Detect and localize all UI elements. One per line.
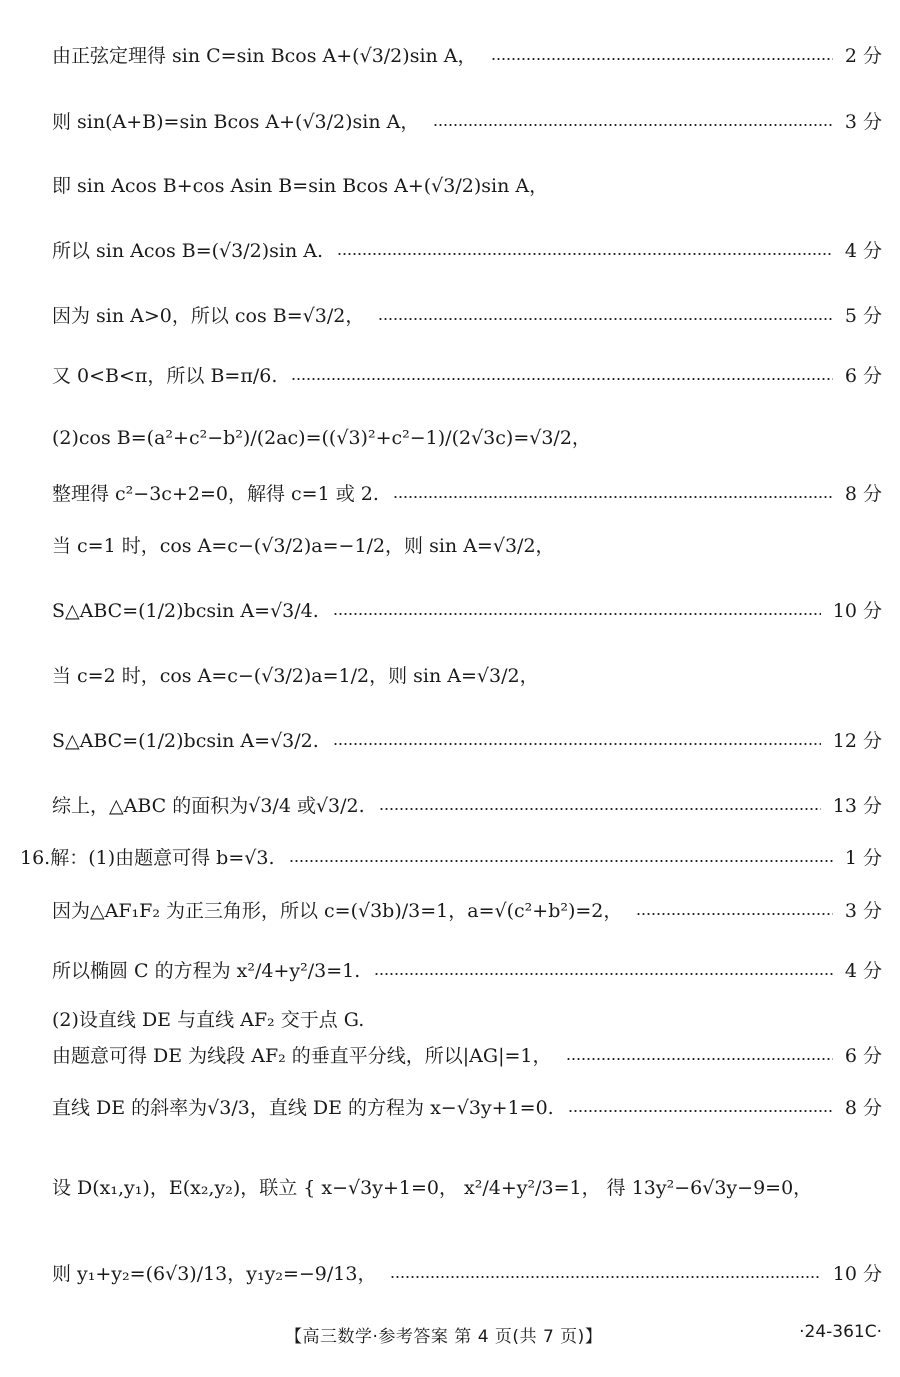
leader-dots	[393, 496, 833, 498]
line-text: 所以椭圆 C 的方程为 x²/4+y²/3=1.	[52, 959, 361, 982]
line-text: 由题意可得 DE 为线段 AF₂ 的垂直平分线，所以|AG|=1，	[52, 1044, 552, 1067]
line-text: 则 sin(A+B)=sin Bcos A+(√3/2)sin A，	[52, 110, 420, 133]
leader-dots	[433, 124, 832, 126]
score-label: 13 分	[832, 794, 882, 817]
answer-line-6	[0, 350, 900, 402]
line-text: 直线 DE 的斜率为√3/3，直线 DE 的方程为 x−√3y+1=0.	[52, 1096, 554, 1119]
score-label: 10 分	[832, 1262, 882, 1285]
answer-line-13	[0, 780, 900, 832]
leader-dots	[379, 808, 821, 810]
answer-line-21	[0, 1248, 900, 1300]
leader-dots	[568, 1110, 833, 1112]
leader-dots	[333, 613, 821, 615]
line-text: 由正弦定理得 sin C=sin Bcos A+(√3/2)sin A，	[52, 44, 477, 67]
score-label: 6 分	[844, 1044, 882, 1067]
line-text: 设 D(x₁,y₁)，E(x₂,y₂)，联立 { x−√3y+1=0， x²/4+y²/3=1， 得 13y²−6√3y−9=0，	[52, 1176, 813, 1199]
page-footer	[0, 1318, 900, 1348]
answer-line-7	[0, 412, 900, 464]
footer-page-info: 【高三数学·参考答案 第 4 页(共 7 页)】	[285, 1327, 603, 1347]
leader-dots	[374, 973, 833, 975]
score-label: 2 分	[844, 44, 882, 67]
score-label: 6 分	[844, 364, 882, 387]
answer-line-8	[0, 468, 900, 520]
leader-dots	[333, 743, 821, 745]
answer-line-5	[0, 290, 900, 342]
line-text: 又 0<B<π，所以 B=π/6.	[52, 364, 278, 387]
line-text: 因为 sin A>0，所以 cos B=√3/2，	[52, 304, 365, 327]
score-label: 8 分	[844, 482, 882, 505]
leader-dots	[337, 253, 833, 255]
line-text: 当 c=1 时，cos A=c−(√3/2)a=−1/2，则 sin A=√3/2，	[52, 534, 555, 557]
answer-line-12	[0, 715, 900, 767]
score-label: 4 分	[844, 959, 882, 982]
leader-dots	[378, 318, 833, 320]
line-text: 即 sin Acos B+cos Asin B=sin Bcos A+(√3/2)sin A，	[52, 174, 549, 197]
line-text: 整理得 c²−3c+2=0，解得 c=1 或 2.	[52, 482, 379, 505]
line-text: (2)设直线 DE 与直线 AF₂ 交于点 G.	[52, 1008, 365, 1031]
line-text: 所以 sin Acos B=(√3/2)sin A.	[52, 239, 323, 262]
line-text: 16.解：(1)由题意可得 b=√3.	[20, 846, 275, 869]
line-text: (2)cos B=(a²+c²−b²)/(2ac)=((√3)²+c²−1)/(2√3c)=√3/2，	[52, 426, 591, 449]
footer-code: ·24-361C·	[799, 1322, 882, 1342]
answer-line-11	[0, 650, 900, 702]
answer-line-15	[0, 885, 900, 937]
answer-line-1	[0, 30, 900, 82]
line-text: 因为△AF₁F₂ 为正三角形，所以 c=(√3b)/3=1，a=√(c²+b²)=2，	[52, 899, 623, 922]
line-text: 则 y₁+y₂=(6√3)/13，y₁y₂=−9/13，	[52, 1262, 377, 1285]
line-text: S△ABC=(1/2)bcsin A=√3/2.	[52, 729, 319, 752]
answer-line-14	[0, 832, 900, 884]
leader-dots	[491, 58, 833, 60]
score-label: 10 分	[832, 599, 882, 622]
score-label: 4 分	[844, 239, 882, 262]
score-label: 1 分	[844, 846, 882, 869]
score-label: 3 分	[844, 110, 882, 133]
answer-line-16	[0, 945, 900, 997]
line-text: 综上，△ABC 的面积为√3/4 或√3/2.	[52, 794, 365, 817]
answer-line-18	[0, 1030, 900, 1082]
leader-dots	[390, 1276, 820, 1278]
answer-line-3	[0, 160, 900, 212]
leader-dots	[636, 913, 832, 915]
line-text: S△ABC=(1/2)bcsin A=√3/4.	[52, 599, 319, 622]
leader-dots	[566, 1058, 833, 1060]
score-label: 5 分	[844, 304, 882, 327]
answer-line-20	[0, 1162, 900, 1214]
answer-line-19	[0, 1082, 900, 1134]
answer-line-2	[0, 96, 900, 148]
answer-line-10	[0, 585, 900, 637]
score-label: 3 分	[844, 899, 882, 922]
score-label: 12 分	[832, 729, 882, 752]
score-label: 8 分	[844, 1096, 882, 1119]
answer-line-9	[0, 520, 900, 572]
leader-dots	[291, 378, 833, 380]
line-text: 当 c=2 时，cos A=c−(√3/2)a=1/2，则 sin A=√3/2，	[52, 664, 539, 687]
answer-line-4	[0, 225, 900, 277]
leader-dots	[289, 860, 833, 862]
